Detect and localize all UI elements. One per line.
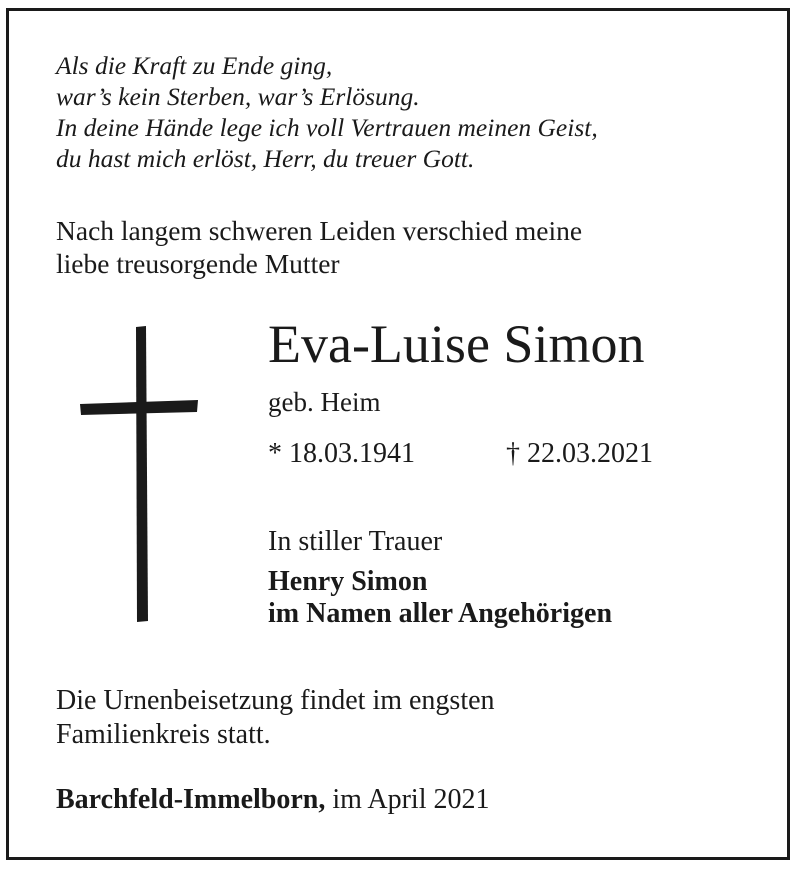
poem — [56, 50, 598, 174]
poem-line: In deine Hände lege ich voll Vertrauen meinen Geist, — [56, 113, 598, 142]
mourner-note: im Namen aller Angehörigen — [268, 598, 613, 629]
mourners — [268, 566, 612, 630]
mourner-name: Henry Simon — [268, 566, 428, 597]
cross-icon — [78, 325, 200, 625]
death-date: † 22.03.2021 — [506, 438, 653, 469]
place-date — [56, 783, 489, 817]
burial-notice — [56, 684, 495, 752]
maiden-name: geb. Heim — [268, 387, 381, 417]
birth-date: * 18.03.1941 — [268, 438, 415, 469]
deceased-name: Eva-Luise Simon — [268, 314, 645, 374]
closing-date: im April 2021 — [325, 784, 490, 815]
poem-line: Als die Kraft zu Ende ging, — [56, 51, 333, 80]
place-name: Barchfeld-Immelborn, — [56, 784, 326, 815]
burial-line: Familienkreis statt. — [56, 719, 271, 750]
burial-line: Die Urnenbeisetzung findet im engsten — [56, 685, 495, 716]
intro-line: liebe treusorgende Mutter — [56, 248, 340, 279]
intro-line: Nach langem schweren Leiden verschied meine — [56, 215, 583, 246]
poem-line: du hast mich erlöst, Herr, du treuer Gott. — [56, 144, 475, 173]
intro-text — [56, 214, 582, 280]
poem-line: war’s kein Sterben, war’s Erlösung. — [56, 82, 420, 111]
mourning-label: In stiller Trauer — [268, 526, 443, 557]
